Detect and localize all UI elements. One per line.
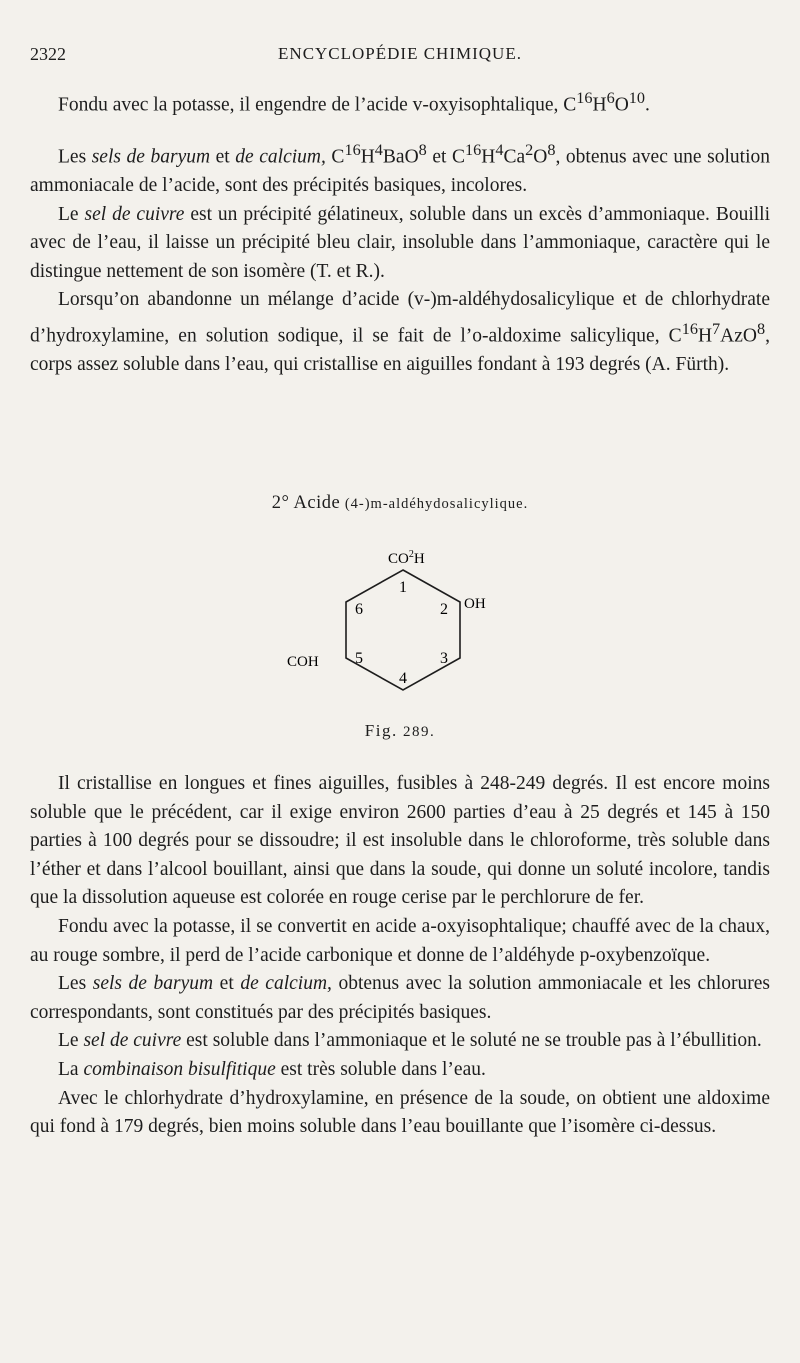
- aldehyde-label: COH: [287, 654, 319, 670]
- paragraph-salts-2: Les sels de baryum et de calcium, obtenus avec la solution ammoniacale et les chlorures correspondants, sont constitués par des précipités basiques.: [30, 973, 770, 1023]
- text: O: [614, 94, 629, 116]
- section-heading: 2° Acide (4-)m-aldéhydosalicylique.: [271, 493, 529, 513]
- text: H: [592, 94, 607, 116]
- position-1: 1: [399, 579, 407, 596]
- paragraph-aldoxime-2: Avec le chlorhydrate d’hydroxylamine, en présence de la soude, on obtient une aldoxime qui fond à 179 degrés, bien moins soluble dans l’eau bouillante que l’isomère ci-dessus.: [30, 1087, 770, 1138]
- paragraph-potash-fusion: Fondu avec la potasse, il se convertit en acide a-oxyisophtalique; chauffé avec de la chaux, au rouge sombre, il perd de l’acide carbonique et donne de l’aldéhyde p-oxybenzoïque.: [30, 915, 770, 966]
- position-2: 2: [440, 601, 448, 618]
- text: Fondu avec la potasse, il engendre de l’acide v-oxyisophtalique, C: [58, 94, 577, 116]
- paragraph-aldoxime: Lorsqu’on abandonne un mélange d’acide (v-)m-aldéhydosalicylique et de chlorhydrate d’hydroxylamine, en solution sodique, il se fait de l’o-aldoxime salicylique, $C^{16}H^7AzO^8$, corps assez soluble dans l’eau, qui cristallise en aiguilles fondant à 193 degrés (A. Fürth).: [30, 289, 770, 376]
- position-3: 3: [440, 650, 448, 667]
- text: .: [645, 94, 650, 116]
- superscript: 6: [606, 89, 615, 107]
- paragraph-copper-salt-2: Le sel de cuivre est soluble dans l’ammoniaque et le soluté ne se trouble pas à l’ébullition.: [58, 1030, 762, 1052]
- position-5: 5: [355, 650, 363, 667]
- page-number: 2322: [30, 44, 66, 64]
- figure-caption: Fig. 289.: [364, 721, 436, 740]
- hydroxyl-label: OH: [464, 596, 486, 612]
- superscript: 10: [628, 89, 646, 107]
- carboxyl-label: $CO^2H$: [388, 549, 425, 567]
- page-header: [30, 44, 770, 70]
- paragraph-salts: Les sels de baryum et de calcium, $C^{16}H^4BaO^8$ et $C^{16}H^4Ca^2O^8$, obtenus avec une solution ammoniacale de l’acide, sont des précipités basiques, incolores.: [30, 141, 770, 197]
- paragraph-bisulfite: La combinaison bisulfitique est très soluble dans l’eau.: [58, 1058, 486, 1080]
- paragraph-properties: Il cristallise en longues et fines aiguilles, fusibles à 248-249 degrés. Il est encore moins soluble que le précédent, car il exige environ 2600 parties d’eau à 25 degrés et 145 à 150 parties à 100 degrés pour se dissoudre; il est insoluble dans le chloroforme, très soluble dans l’éther et dans l’alcool bouillant, ainsi que dans la soude, qui donne un soluté incolore, tandis que la dissolution aqueuse est colorée en rouge cerise par le perchlorure de fer.: [30, 773, 770, 909]
- benzene-ring-diagram: [287, 545, 490, 695]
- position-4: 4: [399, 670, 407, 687]
- opening-paragraph: [30, 84, 770, 120]
- section-one-paragraphs: [30, 136, 770, 380]
- position-6: 6: [355, 601, 363, 618]
- running-title: ENCYCLOPÉDIE CHIMIQUE.: [278, 44, 522, 63]
- paragraph-copper-salt: Le sel de cuivre est un précipité gélatineux, soluble dans un excès d’ammoniaque. Bouilli avec de l’eau, il laisse un précipité bleu clair, insoluble dans l’ammoniaque, caractère qui le distingue nettement de son isomère (T. et R.).: [30, 203, 770, 282]
- superscript: 16: [576, 89, 593, 107]
- section-two-paragraphs: [30, 770, 770, 1142]
